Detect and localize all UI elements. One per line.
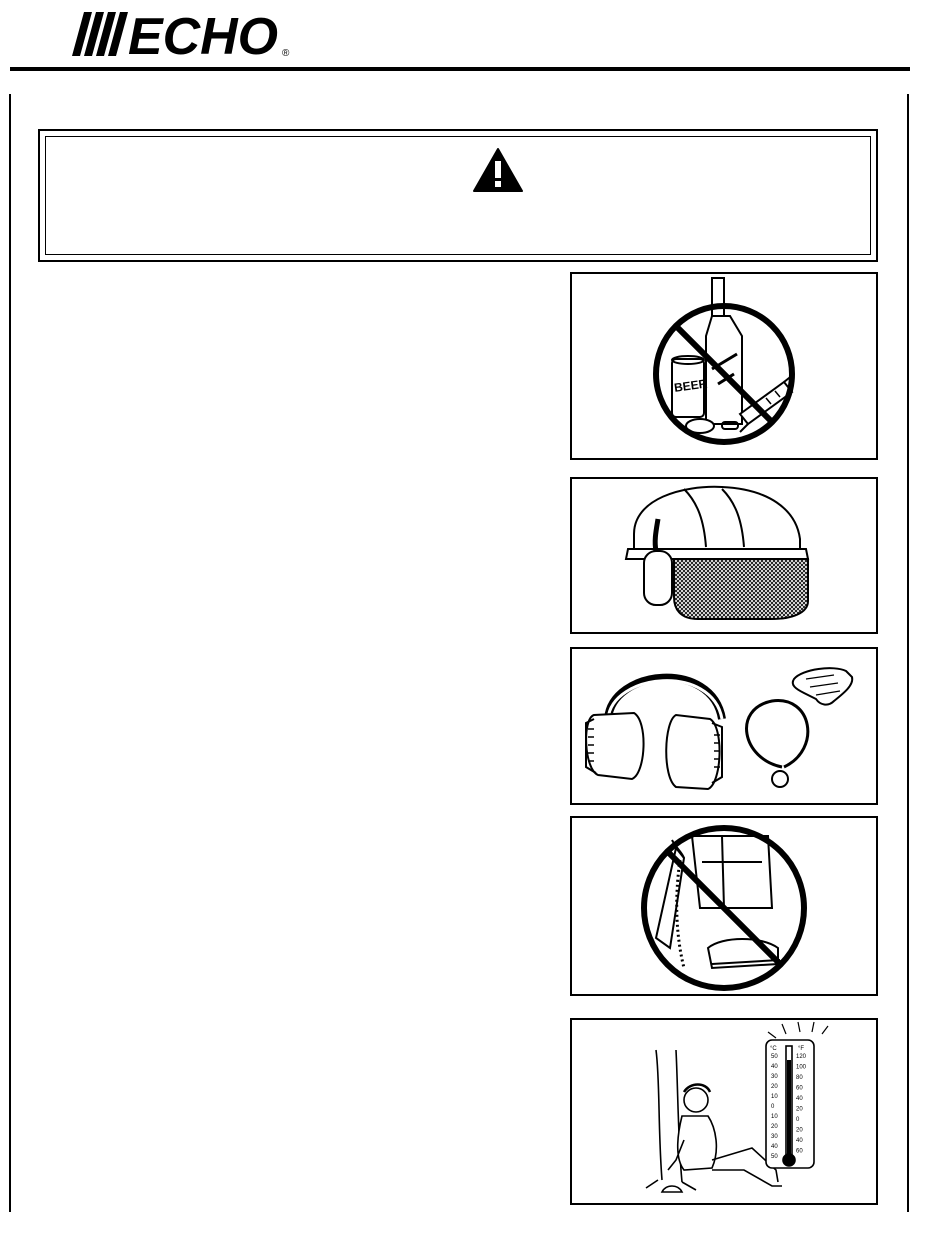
warning-box-inner [45,136,871,255]
registered-mark: ® [282,48,290,59]
brand-text: ECHO [128,8,278,60]
celsius-tick: 10 [771,1094,778,1100]
echo-logo [70,8,298,60]
right-margin-rule [907,94,909,1212]
fahrenheit-tick: 60 [796,1085,803,1092]
illustration-ear-protection [570,647,878,805]
fahrenheit-label: °F [798,1046,805,1052]
celsius-tick: 20 [771,1084,778,1090]
celsius-tick: 30 [771,1074,778,1080]
fahrenheit-tick: 20 [796,1106,803,1113]
illustration-helmet-face-shield [570,477,878,634]
celsius-tick: 20 [771,1124,778,1130]
illustration-no-loose-clothing [570,816,878,996]
fahrenheit-tick: 120 [796,1054,807,1060]
left-margin-rule [9,94,11,1212]
illustration-no-alcohol [570,272,878,460]
celsius-tick: 10 [771,1114,778,1120]
warning-triangle-icon [472,147,524,193]
beer-label: BEER [673,376,709,395]
warning-box [38,129,878,262]
celsius-tick: 50 [771,1054,778,1060]
thermometer-icon [572,1020,876,1203]
echo-logo-mark [70,8,298,60]
illustration-heat-exhaustion [570,1018,878,1205]
celsius-tick: 0 [771,1104,775,1110]
prohibition-sign-icon [572,274,876,458]
fahrenheit-tick: 40 [796,1096,803,1102]
celsius-label: °C [770,1046,777,1052]
ear-muffs-icon [572,649,876,803]
fahrenheit-tick: 100 [796,1064,807,1071]
fahrenheit-tick: 20 [796,1127,803,1134]
fahrenheit-tick: 0 [796,1117,800,1123]
celsius-tick: 40 [771,1144,778,1150]
helmet-icon [572,479,876,632]
celsius-tick: 40 [771,1064,778,1070]
prohibition-sign-icon [572,818,876,994]
fahrenheit-tick: 80 [796,1075,803,1081]
celsius-tick: 30 [771,1134,778,1140]
celsius-tick: 50 [771,1154,778,1160]
fahrenheit-tick: 60 [796,1148,803,1155]
fahrenheit-tick: 40 [796,1138,803,1144]
header-rule [10,67,910,71]
